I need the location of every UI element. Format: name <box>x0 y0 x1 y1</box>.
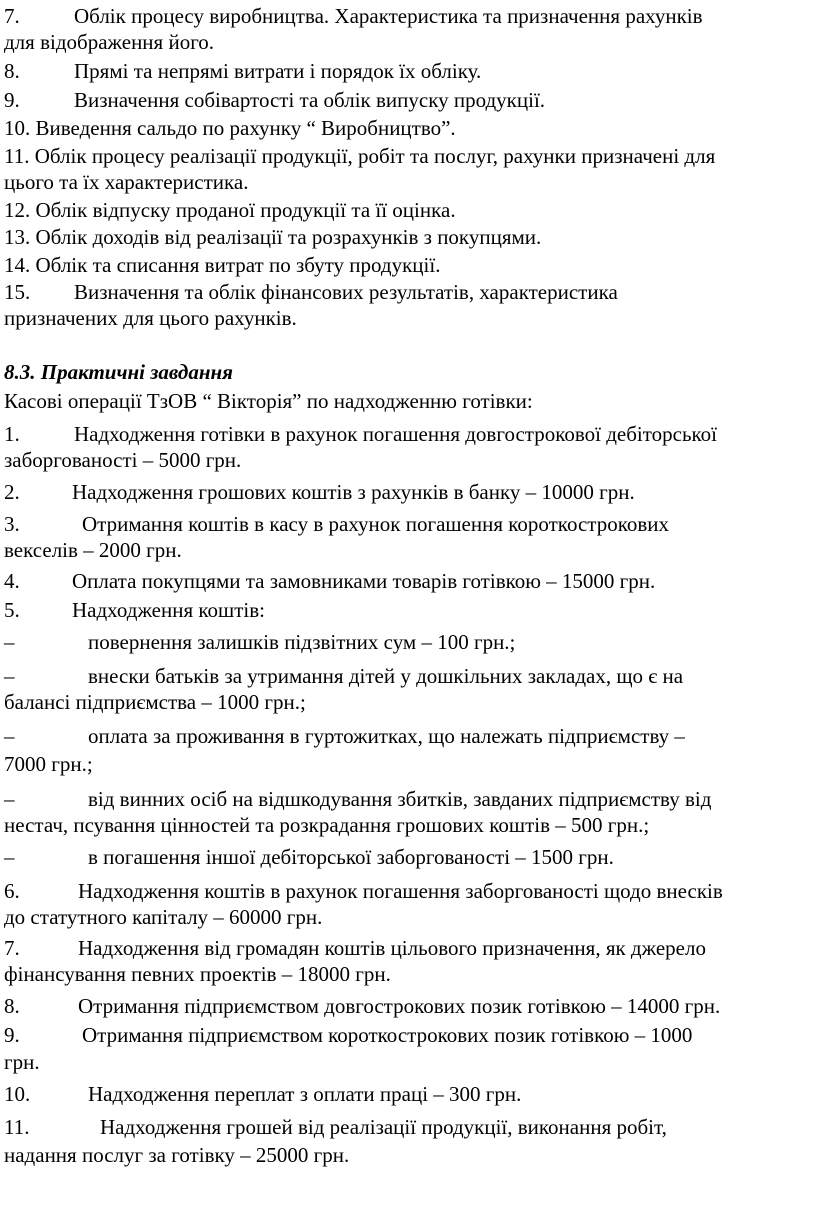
section-title: 8.3. Практичні завдання <box>4 360 233 384</box>
task-9-line-2: грн. <box>4 1050 40 1074</box>
task-5-item-5: – в погашення іншої дебіторської заборгованості – 1500 грн. <box>4 845 614 869</box>
task-1-line-2: заборгованості – 5000 грн. <box>4 448 242 472</box>
task-9-line-1: 9. Отримання підприємством короткострокових позик готівкою – 1000 <box>4 1023 693 1047</box>
question-15-line-1: 15. Визначення та облік фінансових результатів, характеристика <box>4 280 618 304</box>
task-5-item-4-line-2: нестач, псування цінностей та розкрадання грошових коштів – 500 грн.; <box>4 813 650 837</box>
task-7-line-2: фінансування певних проектів – 18000 грн. <box>4 962 391 986</box>
task-5-item-3-line-2: 7000 грн.; <box>4 752 93 776</box>
question-14: 14. Облік та списання витрат по збуту продукції. <box>4 253 441 277</box>
task-7-line-1: 7. Надходження від громадян коштів цільового призначення, як джерело <box>4 936 706 960</box>
question-10: 10. Виведення сальдо по рахунку “ Виробництво”. <box>4 116 456 140</box>
task-6-line-1: 6. Надходження коштів в рахунок погашення заборгованості щодо внесків <box>4 879 723 903</box>
task-2: 2. Надходження грошових коштів з рахунків в банку – 10000 грн. <box>4 480 635 504</box>
task-10: 10. Надходження переплат з оплати праці – 300 грн. <box>4 1082 522 1106</box>
task-1-line-1: 1. Надходження готівки в рахунок погашення довгострокової дебіторської <box>4 422 718 446</box>
task-3-line-1: 3. Отримання коштів в касу в рахунок погашення короткострокових <box>4 512 670 536</box>
question-15-line-2: призначених для цього рахунків. <box>4 306 297 330</box>
question-9: 9. Визначення собівартості та облік випуску продукції. <box>4 88 546 112</box>
question-12: 12. Облік відпуску проданої продукції та її оцінка. <box>4 198 456 222</box>
question-11-line-2: цього та їх характеристика. <box>4 170 249 194</box>
task-8: 8. Отримання підприємством довгострокових позик готівкою – 14000 грн. <box>4 994 721 1018</box>
question-7-line-1: 7. Облік процесу виробництва. Характеристика та призначення рахунків <box>4 4 703 28</box>
task-5-item-4-line-1: – від винних осіб на відшкодування збитків, завданих підприємству від <box>4 787 712 811</box>
task-5-item-3-line-1: – оплата за проживання в гуртожитках, що належать підприємству – <box>4 724 685 748</box>
task-11-line-1: 11. Надходження грошей від реалізації продукції, виконання робіт, <box>4 1115 667 1139</box>
task-4: 4. Оплата покупцями та замовниками товарів готівкою – 15000 грн. <box>4 569 656 593</box>
section-intro: Касові операції ТзОВ “ Вікторія” по надходженню готівки: <box>4 389 533 413</box>
task-6-line-2: до статутного капіталу – 60000 грн. <box>4 905 323 929</box>
task-5: 5. Надходження коштів: <box>4 598 265 622</box>
question-7-line-2: для відображення його. <box>4 30 215 54</box>
question-8: 8. Прямі та непрямі витрати і порядок їх обліку. <box>4 59 482 83</box>
task-11-line-2: надання послуг за готівку – 25000 грн. <box>4 1143 350 1167</box>
question-13: 13. Облік доходів від реалізації та розрахунків з покупцями. <box>4 225 542 249</box>
task-5-item-2-line-2: балансі підприємства – 1000 грн.; <box>4 690 306 714</box>
question-11-line-1: 11. Облік процесу реалізації продукції, робіт та послуг, рахунки призначені для <box>4 144 716 168</box>
task-5-item-1: – повернення залишків підзвітних сум – 100 грн.; <box>4 630 516 654</box>
task-5-item-2-line-1: – внески батьків за утримання дітей у дошкільних закладах, що є на <box>4 664 684 688</box>
task-3-line-2: векселів – 2000 грн. <box>4 538 182 562</box>
